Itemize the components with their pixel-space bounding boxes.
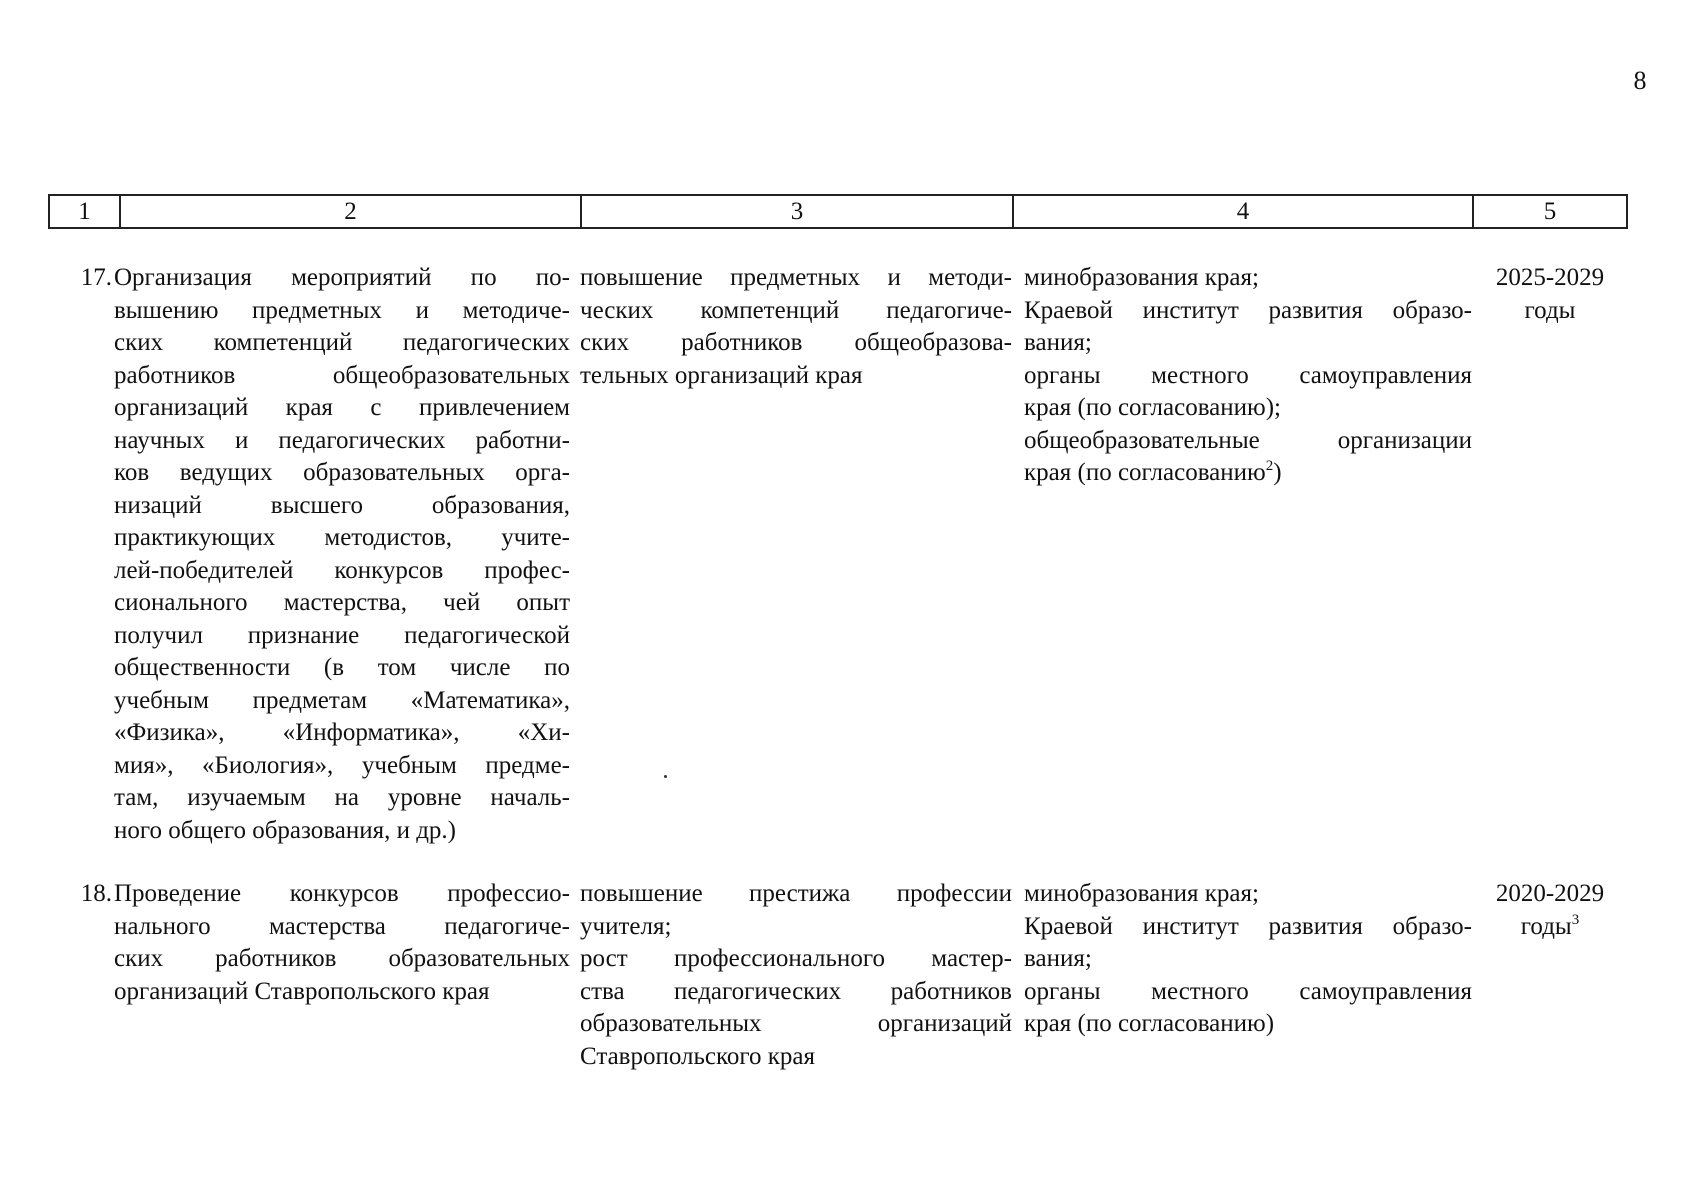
- text-line: края (по согласованию);: [1024, 394, 1281, 421]
- responsible-executors: [1024, 262, 1472, 490]
- text-line: рост профессионального мастер-: [580, 945, 1012, 972]
- text-line: минобразования края;: [1024, 264, 1259, 291]
- text-line: ских работников общеобразова-: [580, 329, 1012, 356]
- text-line: ческих компетенций педагогиче-: [580, 296, 1012, 324]
- text-line: вания;: [1024, 945, 1092, 972]
- text-line: мия», «Биология», учебным предме-: [114, 751, 570, 779]
- text-line: там, изучаемым на уровне началь-: [114, 784, 570, 811]
- activity-description: [114, 878, 570, 1008]
- text-line: учителя;: [580, 912, 672, 940]
- text-line: органы местного самоуправления: [1024, 361, 1472, 389]
- table-header-row: [48, 194, 1628, 229]
- page-number: 8: [1633, 66, 1647, 95]
- text-line: повышение престижа профессии: [580, 880, 1012, 907]
- expected-result: [580, 878, 1012, 1073]
- text-line: организаций края с привлечением: [114, 394, 570, 421]
- text-line: низаций высшего образования,: [114, 491, 570, 519]
- implementation-period: [1474, 262, 1626, 327]
- expected-result: [580, 262, 1012, 392]
- text-line: научных и педагогических работни-: [114, 426, 570, 454]
- header-cell-5: 5: [1543, 198, 1557, 225]
- text-line: ских компетенций педагогических: [114, 329, 570, 356]
- text-line: общеобразовательные организации: [1024, 426, 1472, 454]
- text-line: органы местного самоуправления: [1024, 977, 1472, 1005]
- text-line: получил признание педагогической: [114, 621, 570, 649]
- header-cell-2: 2: [121, 196, 582, 227]
- text-line: края (по согласованию): [1024, 1010, 1275, 1037]
- text-line: тельных организаций края: [580, 361, 863, 389]
- responsible-executors: [1024, 878, 1472, 1041]
- text-line: лей-победителей конкурсов профес-: [114, 556, 570, 584]
- text-line: Организация мероприятий по по-: [114, 264, 570, 291]
- text-line: общественности (в том числе по: [114, 654, 570, 681]
- text-line: организаций Ставропольского края: [114, 977, 490, 1005]
- text-line: Краевой институт развития образо-: [1024, 296, 1472, 324]
- text-line: вышению предметных и методиче-: [114, 296, 570, 324]
- scan-speck: [664, 775, 667, 778]
- text-line: ного общего образования, и др.): [114, 816, 457, 844]
- row-number: 17.: [80, 264, 112, 291]
- period-unit: [1474, 911, 1626, 944]
- text-fragment: годы: [1524, 296, 1576, 324]
- text-line: Краевой институт развития образо-: [1024, 912, 1472, 940]
- period-years: 2025-2029: [1495, 264, 1605, 291]
- text-line: ских работников образовательных: [114, 945, 570, 972]
- text-line: [1024, 457, 1472, 490]
- text-fragment: края (по согласованию: [1024, 459, 1266, 486]
- text-line: вания;: [1024, 329, 1092, 356]
- text-line: работников общеобразовательных: [114, 361, 570, 389]
- header-cell-3: 3: [582, 196, 1014, 227]
- text-line: практикующих методистов, учите-: [114, 524, 570, 551]
- header-cell-4: 4: [1014, 196, 1474, 227]
- text-line: нального мастерства педагогиче-: [114, 912, 570, 940]
- period-years: 2020-2029: [1495, 880, 1605, 907]
- text-line: Ставропольского края: [580, 1042, 815, 1070]
- text-line: образовательных организаций: [580, 1010, 1012, 1037]
- activity-description: [114, 262, 570, 847]
- footnote-marker: 3: [1571, 911, 1580, 928]
- implementation-period: [1474, 878, 1626, 943]
- text-line: минобразования края;: [1024, 880, 1259, 907]
- text-line: повышение предметных и методи-: [580, 264, 1012, 291]
- text-fragment: ): [1273, 459, 1282, 486]
- text-line: «Физика», «Информатика», «Хи-: [114, 719, 570, 746]
- header-cell-1: 1: [50, 196, 121, 227]
- text-line: учебным предметам «Математика»,: [114, 686, 570, 714]
- text-line: ства педагогических работников: [580, 977, 1012, 1005]
- text-line: Проведение конкурсов профессио-: [114, 880, 570, 907]
- text-line: ков ведущих образовательных орга-: [114, 459, 570, 486]
- footnote-marker: 2: [1265, 458, 1274, 474]
- row-number: 18.: [80, 880, 112, 907]
- text-line: сионального мастерства, чей опыт: [114, 589, 570, 616]
- text-fragment: годы: [1520, 912, 1572, 940]
- period-unit: [1474, 295, 1626, 328]
